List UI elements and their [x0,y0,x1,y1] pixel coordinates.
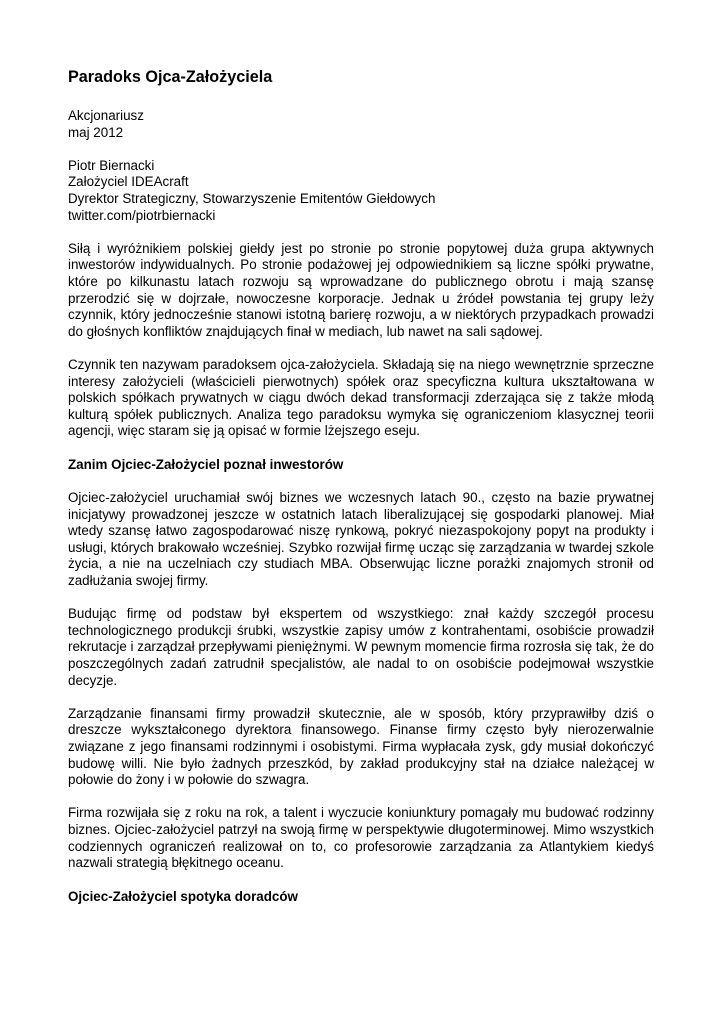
section-paragraph: Budując firmę od podstaw był ekspertem od wszystkiego: znał każdy szczegół procesu technologicznego produkcji śrubki, wszystkie zapisy umów z kontrahentami, osobiście prowadził rekrutacje i zarządzał przepływami pieniężnymi. W pewnym momencie firma rozrosła się tak, że do poszczególnych zadań zatrudnił specjalistów, ale nadal to on osobiście podejmował wszystkie decyzje. [68,606,654,688]
section-paragraph: Ojciec-założyciel uruchamiał swój biznes we wczesnych latach 90., często na bazie prywatnej inicjatywy prowadzonej jeszcze w ostatnich latach liberalizującej się gospodarki planowej. Miał wtedy szansę łatwo zagospodarować niszę rynkową, pokryć niezaspokojony popyt na produkty i usługi, których brakowało wcześniej. Szybko rozwijał firmę ucząc się zarządzania w twardej szkole życia, a nie na uczelniach czy studiach MBA. Obserwując liczne porażki znajomych stronił od zadłużania swojej firmy. [68,490,654,589]
document-content [68,66,654,905]
author-role-director: Dyrektor Strategiczny, Stowarzyszenie Emitentów Giełdowych [68,190,436,206]
section-heading: Ojciec-Założyciel spotyka doradców [68,888,298,904]
publication-info [68,108,654,141]
section-paragraph: Firma rozwijała się z roku na rok, a talent i wyczucie koniunktury pomagały mu budować rodzinny biznes. Ojciec-założyciel patrzył na swoją firmę w perspektywie długoterminowej. Mimo wszystkich codziennych ograniczeń realizował on to, co profesorowie zarządzania za Atlantykiem kiedyś nazwali strategią błękitnego oceanu. [68,805,654,871]
publication-date: maj 2012 [68,124,124,140]
author-name: Piotr Biernacki [68,157,155,173]
intro-paragraph: Czynnik ten nazywam paradoksem ojca-założyciela. Składają się na niego wewnętrznie sprzeczne interesy założycieli (właścicieli pierwotnych) spółek oraz specyficzna kultura ukształtowana w polskich spółkach prywatnych w ciągu dwóch dekad transformacji zderzająca się z także młodą kulturą spółek publicznych. Analiza tego paradoksu wymyka się ograniczeniom klasycznej teorii agencji, więc staram się ją opisać w formie lżejszego eseju. [68,356,654,439]
author-role-founder: Założyciel IDEAcraft [68,174,189,190]
publication-name: Akcjonariusz [68,108,144,123]
document-title: Paradoks Ojca-Założyciela [68,68,273,86]
author-info [68,158,654,224]
section-paragraph: Zarządzanie finansami firmy prowadził skutecznie, ale w sposób, który przyprawiłby dziś o dreszcze wykształconego dyrektora finansowego. Finanse firmy często były nierozerwalnie związane z jego finansami rodzinnymi i osobistymi. Firma wypłacała zysk, gdy musiał dokończyć budowę willi. Nie było żadnych przeszkód, by zakład produkcyjny stał na działce należącej w połowie do żony i w połowie do szwagra. [68,705,654,788]
author-twitter: twitter.com/piotrbiernacki [68,207,216,223]
intro-paragraph: Siłą i wyróżnikiem polskiej giełdy jest po stronie po stronie popytowej duża grupa aktywnych inwestorów indywidualnych. Po stronie podażowej jej odpowiednikiem są liczne spółki prywatne, które po kilkunastu latach rozwoju są wprowadzane do publicznego obrotu i mają szansę przerodzić się w dojrzałe, nowoczesne korporacje. Jednak u źródeł powstania tej grupy leży czynnik, który jednocześnie stanowi istotną barierę rozwoju, a w niektórych przypadkach prowadzi do głośnych konfliktów znajdujących finał w mediach, lub nawet na sali sądowej. [68,240,654,339]
section-heading: Zanim Ojciec-Założyciel poznał inwestorów [68,456,344,472]
